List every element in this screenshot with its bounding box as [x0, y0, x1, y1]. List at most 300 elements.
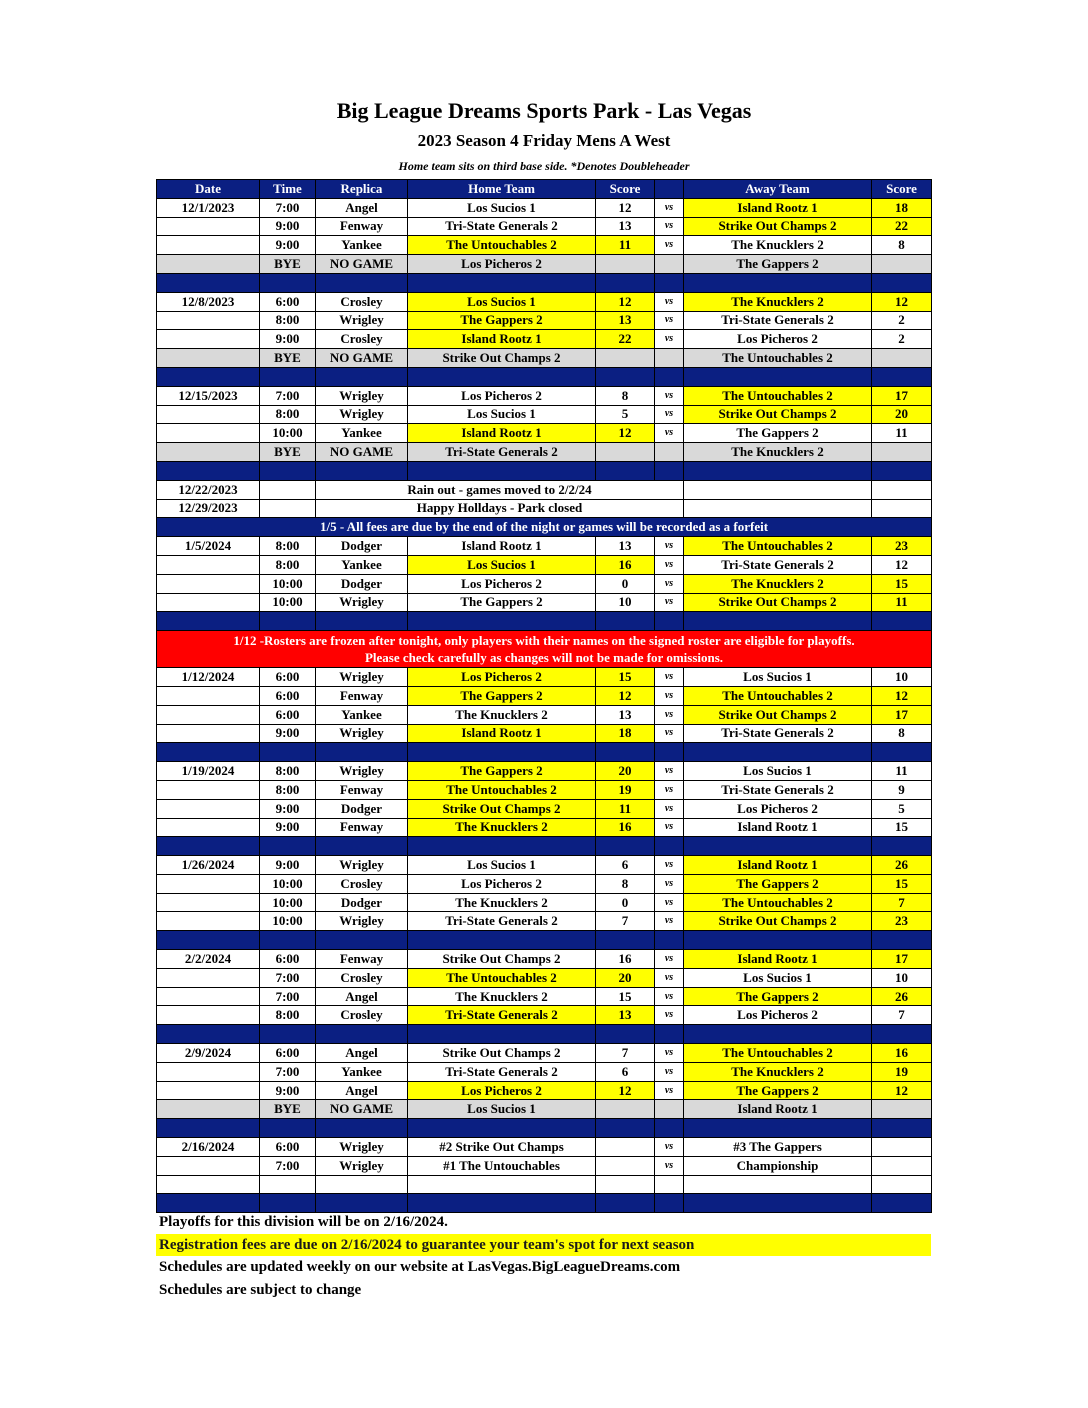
game-row — [157, 198, 932, 217]
date-cell: 1/19/2024 — [157, 762, 260, 781]
vs-cell: vs — [655, 762, 684, 781]
time-cell: 6:00 — [260, 705, 316, 724]
replica-cell: Yankee — [316, 555, 408, 574]
time-cell: 9:00 — [260, 818, 316, 837]
away-team-cell: Tri-State Generals 2 — [684, 780, 872, 799]
separator-cell — [596, 461, 655, 480]
home-team-cell: The Knucklers 2 — [408, 705, 596, 724]
footer-note: Schedules are updated weekly on our website at LasVegas.BigLeagueDreams.com — [159, 1259, 681, 1275]
date-cell — [157, 405, 260, 424]
time-cell: 8:00 — [260, 405, 316, 424]
separator-cell — [316, 367, 408, 386]
replica-cell: Wrigley — [316, 386, 408, 405]
separator-cell — [316, 1119, 408, 1138]
vs-cell: vs — [655, 987, 684, 1006]
vs-cell: vs — [655, 1156, 684, 1175]
away-score-cell: 20 — [872, 405, 932, 424]
date-cell: 2/2/2024 — [157, 950, 260, 969]
home-score-cell: 15 — [596, 987, 655, 1006]
away-team-cell: The Gappers 2 — [684, 1081, 872, 1100]
date-cell — [157, 780, 260, 799]
away-team-cell: Los Sucios 1 — [684, 668, 872, 687]
bye-row — [157, 443, 932, 462]
time-cell: 7:00 — [260, 987, 316, 1006]
date-cell — [157, 893, 260, 912]
date-cell — [157, 686, 260, 705]
separator-cell — [872, 1194, 932, 1213]
time-cell: 8:00 — [260, 537, 316, 556]
fees-banner-text: 1/5 - All fees are due by the end of the night or games will be recorded as a forfeit — [157, 518, 932, 537]
vs-cell: vs — [655, 1138, 684, 1157]
away-score-cell — [872, 255, 932, 274]
replica-cell: Yankee — [316, 424, 408, 443]
home-score-cell: 20 — [596, 968, 655, 987]
home-team-cell: Island Rootz 1 — [408, 724, 596, 743]
home-score-cell: 13 — [596, 537, 655, 556]
separator-cell — [872, 743, 932, 762]
away-team-cell: The Untouchables 2 — [684, 349, 872, 368]
away-team-cell: Los Sucios 1 — [684, 968, 872, 987]
vs-cell: vs — [655, 555, 684, 574]
column-header-home-team: Home Team — [408, 180, 596, 199]
time-cell: 7:00 — [260, 198, 316, 217]
separator-cell — [655, 273, 684, 292]
replica-cell: Crosley — [316, 330, 408, 349]
vs-cell: vs — [655, 724, 684, 743]
vs-cell: vs — [655, 292, 684, 311]
away-team-cell: Los Picheros 2 — [684, 799, 872, 818]
away-score-cell: 8 — [872, 724, 932, 743]
date-cell — [157, 1100, 260, 1119]
home-team-note: Home team sits on third base side. *Denotes Doubleheader — [398, 159, 690, 173]
separator-cell — [596, 743, 655, 762]
week-separator-row — [157, 612, 932, 631]
replica-cell: Dodger — [316, 799, 408, 818]
replica-cell: Dodger — [316, 537, 408, 556]
replica-cell: Wrigley — [316, 762, 408, 781]
home-team-cell: Los Picheros 2 — [408, 1081, 596, 1100]
game-row — [157, 217, 932, 236]
empty-cell — [596, 1175, 655, 1194]
footer-notes — [156, 1211, 931, 1301]
separator-cell — [316, 1194, 408, 1213]
home-score-cell — [596, 1100, 655, 1119]
game-row — [157, 555, 932, 574]
date-cell: 12/22/2023 — [157, 480, 260, 499]
home-score-cell: 10 — [596, 593, 655, 612]
empty-cell — [684, 1175, 872, 1194]
home-score-cell: 13 — [596, 217, 655, 236]
separator-cell — [596, 837, 655, 856]
time-cell: 6:00 — [260, 292, 316, 311]
home-team-cell: The Knucklers 2 — [408, 987, 596, 1006]
date-cell — [157, 799, 260, 818]
time-cell: 8:00 — [260, 780, 316, 799]
away-team-cell: The Gappers 2 — [684, 874, 872, 893]
time-cell: BYE — [260, 349, 316, 368]
home-team-cell: Tri-State Generals 2 — [408, 1062, 596, 1081]
separator-cell — [596, 367, 655, 386]
separator-cell — [655, 1119, 684, 1138]
separator-cell — [596, 931, 655, 950]
away-score-cell: 11 — [872, 424, 932, 443]
game-row — [157, 330, 932, 349]
replica-cell: Crosley — [316, 874, 408, 893]
vs-cell: vs — [655, 874, 684, 893]
vs-cell: vs — [655, 668, 684, 687]
separator-cell — [684, 931, 872, 950]
home-team-cell: The Untouchables 2 — [408, 968, 596, 987]
time-cell: 9:00 — [260, 236, 316, 255]
time-cell: BYE — [260, 255, 316, 274]
separator-cell — [655, 612, 684, 631]
footer-note: Schedules are subject to change — [159, 1281, 362, 1298]
away-team-cell: Island Rootz 1 — [684, 1100, 872, 1119]
date-cell — [157, 255, 260, 274]
date-cell — [157, 705, 260, 724]
home-team-cell: Tri-State Generals 2 — [408, 1006, 596, 1025]
schedule-table — [156, 179, 932, 1213]
time-cell: BYE — [260, 443, 316, 462]
separator-cell — [157, 461, 260, 480]
time-cell: BYE — [260, 1100, 316, 1119]
home-score-cell: 16 — [596, 818, 655, 837]
home-score-cell — [596, 443, 655, 462]
away-score-cell — [872, 1100, 932, 1119]
week-separator-row — [157, 273, 932, 292]
home-score-cell: 12 — [596, 198, 655, 217]
home-team-cell: Strike Out Champs 2 — [408, 950, 596, 969]
game-row — [157, 874, 932, 893]
away-score-cell: 10 — [872, 968, 932, 987]
time-cell: 8:00 — [260, 311, 316, 330]
game-row — [157, 762, 932, 781]
date-cell — [157, 912, 260, 931]
date-cell — [157, 574, 260, 593]
away-score-cell — [872, 443, 932, 462]
home-score-cell: 11 — [596, 799, 655, 818]
week-separator-row — [157, 931, 932, 950]
home-team-cell: The Gappers 2 — [408, 762, 596, 781]
separator-cell — [684, 837, 872, 856]
empty-cell — [316, 1175, 408, 1194]
column-header-time: Time — [260, 180, 316, 199]
away-team-cell: Island Rootz 1 — [684, 856, 872, 875]
away-team-cell: The Untouchables 2 — [684, 893, 872, 912]
date-cell: 2/9/2024 — [157, 1044, 260, 1063]
separator-cell — [408, 273, 596, 292]
time-cell: 8:00 — [260, 1006, 316, 1025]
home-score-cell: 19 — [596, 780, 655, 799]
home-score-cell: 16 — [596, 555, 655, 574]
home-team-cell: Los Picheros 2 — [408, 874, 596, 893]
away-score-cell: 15 — [872, 874, 932, 893]
separator-cell — [408, 931, 596, 950]
separator-cell — [408, 1194, 596, 1213]
time-cell — [260, 480, 316, 499]
away-score-cell: 17 — [872, 950, 932, 969]
away-score-cell: 2 — [872, 311, 932, 330]
replica-cell: Fenway — [316, 950, 408, 969]
away-score-cell — [872, 480, 932, 499]
home-team-cell: Los Sucios 1 — [408, 198, 596, 217]
separator-cell — [408, 1119, 596, 1138]
time-cell — [260, 499, 316, 518]
date-cell: 12/1/2023 — [157, 198, 260, 217]
replica-cell: NO GAME — [316, 349, 408, 368]
game-row — [157, 1156, 932, 1175]
replica-cell: Dodger — [316, 574, 408, 593]
game-row — [157, 912, 932, 931]
game-row — [157, 1044, 932, 1063]
home-score-cell: 8 — [596, 386, 655, 405]
date-cell — [157, 349, 260, 368]
separator-cell — [655, 461, 684, 480]
away-score-cell: 11 — [872, 762, 932, 781]
home-score-cell: 13 — [596, 705, 655, 724]
separator-cell — [408, 743, 596, 762]
game-row — [157, 686, 932, 705]
away-score-cell: 12 — [872, 292, 932, 311]
replica-cell: Crosley — [316, 968, 408, 987]
time-cell: 8:00 — [260, 555, 316, 574]
vs-cell: vs — [655, 386, 684, 405]
separator-cell — [684, 1119, 872, 1138]
away-team-cell: The Knucklers 2 — [684, 1062, 872, 1081]
away-score-cell: 23 — [872, 537, 932, 556]
notice-row — [157, 499, 932, 518]
fees-banner-row — [157, 518, 932, 537]
home-team-cell: #2 Strike Out Champs — [408, 1138, 596, 1157]
separator-cell — [684, 1025, 872, 1044]
vs-cell: vs — [655, 311, 684, 330]
game-row — [157, 780, 932, 799]
separator-cell — [655, 743, 684, 762]
separator-cell — [872, 837, 932, 856]
game-row — [157, 950, 932, 969]
empty-cell — [157, 1175, 260, 1194]
column-header-vs — [655, 180, 684, 199]
game-row — [157, 893, 932, 912]
game-row — [157, 1138, 932, 1157]
replica-cell: Fenway — [316, 686, 408, 705]
replica-cell: Angel — [316, 1081, 408, 1100]
separator-cell — [260, 1194, 316, 1213]
date-cell: 1/12/2024 — [157, 668, 260, 687]
home-team-cell: Los Picheros 2 — [408, 668, 596, 687]
away-score-cell: 7 — [872, 893, 932, 912]
week-separator-row — [157, 743, 932, 762]
notice-row — [157, 480, 932, 499]
separator-cell — [260, 837, 316, 856]
vs-cell — [655, 349, 684, 368]
season-subtitle: 2023 Season 4 Friday Mens A West — [417, 131, 671, 150]
away-score-cell: 5 — [872, 799, 932, 818]
home-team-cell: Los Sucios 1 — [408, 405, 596, 424]
home-team-cell: #1 The Untouchables — [408, 1156, 596, 1175]
time-cell: 9:00 — [260, 330, 316, 349]
separator-cell — [684, 273, 872, 292]
date-cell — [157, 987, 260, 1006]
column-header-home-score: Score — [596, 180, 655, 199]
date-cell — [157, 217, 260, 236]
home-score-cell: 16 — [596, 950, 655, 969]
column-header-away-team: Away Team — [684, 180, 872, 199]
bye-row — [157, 349, 932, 368]
away-team-cell: Championship — [684, 1156, 872, 1175]
home-score-cell: 5 — [596, 405, 655, 424]
game-row — [157, 292, 932, 311]
time-cell: 10:00 — [260, 874, 316, 893]
home-team-cell: Los Picheros 2 — [408, 574, 596, 593]
separator-cell — [260, 367, 316, 386]
home-team-cell: Los Picheros 2 — [408, 386, 596, 405]
away-team-cell: The Knucklers 2 — [684, 443, 872, 462]
vs-cell: vs — [655, 330, 684, 349]
vs-cell: vs — [655, 424, 684, 443]
date-cell — [157, 724, 260, 743]
table-header-row — [157, 180, 932, 199]
game-row — [157, 424, 932, 443]
away-score-cell: 26 — [872, 987, 932, 1006]
replica-cell: Wrigley — [316, 668, 408, 687]
replica-cell: Yankee — [316, 236, 408, 255]
separator-cell — [157, 1025, 260, 1044]
separator-cell — [260, 931, 316, 950]
away-score-cell: 15 — [872, 574, 932, 593]
date-cell: 1/5/2024 — [157, 537, 260, 556]
home-team-cell: The Gappers 2 — [408, 593, 596, 612]
separator-cell — [157, 612, 260, 631]
date-cell — [157, 424, 260, 443]
home-score-cell: 13 — [596, 311, 655, 330]
vs-cell: vs — [655, 818, 684, 837]
separator-cell — [316, 743, 408, 762]
vs-cell: vs — [655, 1006, 684, 1025]
away-team-cell: Island Rootz 1 — [684, 950, 872, 969]
bye-row — [157, 1100, 932, 1119]
separator-cell — [872, 367, 932, 386]
date-cell: 1/26/2024 — [157, 856, 260, 875]
separator-cell — [316, 461, 408, 480]
away-team-cell: Tri-State Generals 2 — [684, 724, 872, 743]
vs-cell: vs — [655, 1044, 684, 1063]
away-score-cell: 12 — [872, 555, 932, 574]
time-cell: 9:00 — [260, 799, 316, 818]
game-row — [157, 987, 932, 1006]
home-team-cell: Los Sucios 1 — [408, 292, 596, 311]
away-team-cell: The Untouchables 2 — [684, 1044, 872, 1063]
vs-cell — [655, 255, 684, 274]
away-team-cell: Strike Out Champs 2 — [684, 705, 872, 724]
date-cell: 12/8/2023 — [157, 292, 260, 311]
time-cell: 9:00 — [260, 1081, 316, 1100]
roster-alert-text — [157, 631, 932, 668]
away-score-cell: 15 — [872, 818, 932, 837]
home-team-cell: Los Picheros 2 — [408, 255, 596, 274]
week-separator-row — [157, 1025, 932, 1044]
week-separator-row — [157, 367, 932, 386]
replica-cell: Wrigley — [316, 1156, 408, 1175]
date-cell — [157, 968, 260, 987]
away-team-cell: #3 The Gappers — [684, 1138, 872, 1157]
home-team-cell: Tri-State Generals 2 — [408, 443, 596, 462]
home-score-cell: 12 — [596, 1081, 655, 1100]
replica-cell: Yankee — [316, 1062, 408, 1081]
column-header-replica: Replica — [316, 180, 408, 199]
away-team-cell: Island Rootz 1 — [684, 198, 872, 217]
replica-cell: Angel — [316, 987, 408, 1006]
away-team-cell: Los Picheros 2 — [684, 1006, 872, 1025]
replica-cell: Wrigley — [316, 856, 408, 875]
vs-cell: vs — [655, 593, 684, 612]
replica-cell: Wrigley — [316, 405, 408, 424]
game-row — [157, 593, 932, 612]
game-row — [157, 799, 932, 818]
away-team-cell: The Gappers 2 — [684, 424, 872, 443]
away-score-cell: 7 — [872, 1006, 932, 1025]
vs-cell — [655, 443, 684, 462]
home-score-cell: 12 — [596, 424, 655, 443]
date-cell — [157, 1081, 260, 1100]
week-separator-row — [157, 1119, 932, 1138]
vs-cell: vs — [655, 537, 684, 556]
separator-cell — [596, 273, 655, 292]
home-score-cell: 18 — [596, 724, 655, 743]
away-score-cell: 22 — [872, 217, 932, 236]
game-row — [157, 1081, 932, 1100]
away-team-cell: The Knucklers 2 — [684, 574, 872, 593]
date-cell — [157, 874, 260, 893]
separator-cell — [872, 1025, 932, 1044]
separator-cell — [872, 1119, 932, 1138]
separator-cell — [596, 1194, 655, 1213]
separator-cell — [157, 743, 260, 762]
away-score-cell: 26 — [872, 856, 932, 875]
date-cell: 2/16/2024 — [157, 1138, 260, 1157]
separator-cell — [157, 837, 260, 856]
column-header-date: Date — [157, 180, 260, 199]
roster-alert-line-1: 1/12 -Rosters are frozen after tonight, only players with their names on the signed roster are eligible for playoffs. — [233, 633, 855, 649]
empty-row — [157, 1175, 932, 1194]
game-row — [157, 386, 932, 405]
away-team-cell: Strike Out Champs 2 — [684, 593, 872, 612]
footer-note: Registration fees are due on 2/16/2024 to guarantee your team's spot for next season — [156, 1234, 931, 1257]
separator-cell — [316, 612, 408, 631]
empty-cell — [408, 1175, 596, 1194]
home-score-cell: 8 — [596, 874, 655, 893]
empty-cell — [872, 1175, 932, 1194]
separator-cell — [157, 273, 260, 292]
vs-cell: vs — [655, 968, 684, 987]
time-cell: 10:00 — [260, 424, 316, 443]
home-team-cell: The Knucklers 2 — [408, 893, 596, 912]
away-team-cell: Strike Out Champs 2 — [684, 405, 872, 424]
time-cell: 10:00 — [260, 574, 316, 593]
away-score-cell: 17 — [872, 386, 932, 405]
home-score-cell: 11 — [596, 236, 655, 255]
replica-cell: Wrigley — [316, 593, 408, 612]
game-row — [157, 1062, 932, 1081]
separator-cell — [596, 1025, 655, 1044]
schedule-body — [157, 198, 932, 1212]
time-cell: 7:00 — [260, 968, 316, 987]
separator-cell — [157, 367, 260, 386]
away-team-cell: The Gappers 2 — [684, 987, 872, 1006]
home-score-cell — [596, 255, 655, 274]
away-score-cell: 9 — [872, 780, 932, 799]
home-score-cell: 13 — [596, 1006, 655, 1025]
